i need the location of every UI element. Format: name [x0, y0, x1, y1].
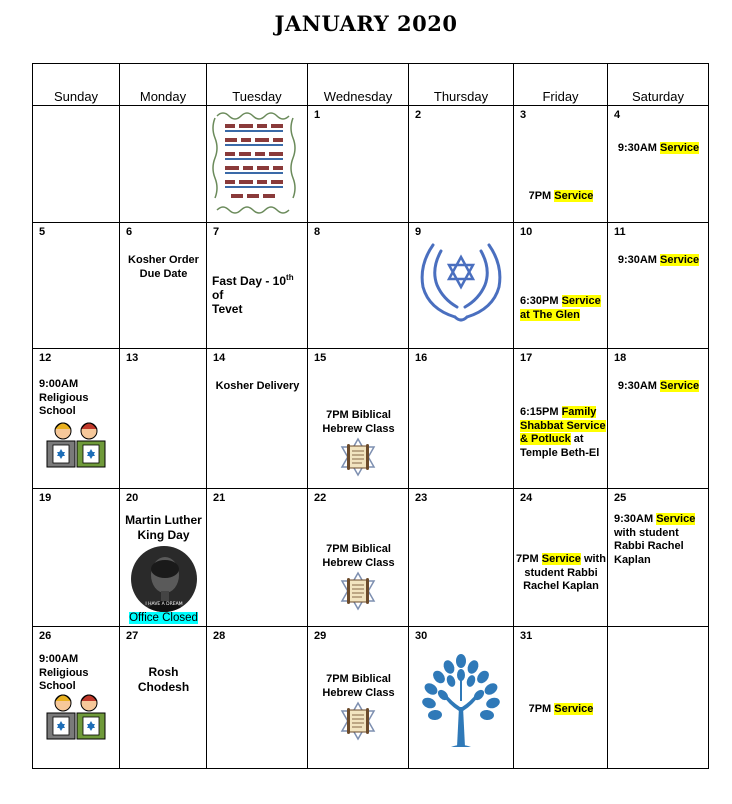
weekday-thursday: Thursday	[409, 64, 514, 106]
week-row	[33, 106, 709, 223]
day-number: 24	[520, 492, 533, 504]
event-religious-school	[39, 378, 119, 419]
event-line: Due Date	[139, 267, 188, 280]
event-time: 9:30AM	[617, 142, 661, 154]
day-number: 29	[314, 630, 327, 642]
day-cell-empty	[608, 627, 709, 769]
event-mlk-day	[120, 513, 207, 543]
event-line: Religious	[39, 666, 89, 679]
weekday-monday: Monday	[120, 64, 207, 106]
office-closed-label: Office Closed	[129, 612, 198, 624]
event-service	[514, 190, 608, 204]
week-row	[33, 349, 709, 489]
day-cell-empty	[207, 106, 308, 223]
day-cell	[308, 627, 409, 769]
service-highlight: Service	[554, 190, 594, 202]
mlk-portrait-icon	[129, 545, 199, 613]
day-cell	[514, 106, 608, 223]
event-line: Martin Luther	[125, 513, 202, 527]
day-number: 11	[614, 226, 626, 238]
event-line: 7PM Biblical	[326, 543, 391, 555]
day-number: 20	[126, 492, 139, 504]
torah-scroll-icon	[338, 571, 378, 611]
event-line: Rabbi Rachel	[614, 540, 684, 552]
event-line: 7PM Biblical	[326, 409, 391, 421]
event-kosher-delivery: Kosher Delivery	[215, 380, 300, 392]
event-time: 7PM	[516, 553, 542, 565]
event-line: 7PM Biblical	[326, 673, 391, 685]
office-closed-badge	[120, 612, 207, 626]
children-reading-icon	[45, 691, 109, 741]
day-cell	[308, 489, 409, 627]
event-service	[608, 380, 709, 394]
tree-of-life-icon	[415, 651, 507, 749]
event-time: 9:30AM	[617, 254, 661, 266]
event-line: with	[580, 553, 606, 565]
event-line: King Day	[137, 528, 190, 542]
event-line: Religious	[39, 391, 89, 404]
day-number: 3	[520, 109, 527, 121]
event-line: Fast Day - 10	[212, 274, 287, 288]
day-cell	[608, 223, 709, 349]
event-line: Hebrew Class	[322, 686, 395, 699]
weekday-friday: Friday	[514, 64, 608, 106]
event-fast-day	[212, 271, 308, 316]
event-line: Kosher Order	[128, 254, 199, 266]
star-of-david-hands-icon	[413, 235, 509, 327]
mlk-portrait-text: I HAVE A DREAM	[145, 602, 183, 607]
day-number: 4	[614, 109, 621, 121]
day-cell	[308, 349, 409, 489]
day-number: 10	[520, 226, 533, 238]
week-row	[33, 627, 709, 769]
day-number: 27	[126, 630, 139, 642]
event-hebrew-class	[308, 673, 409, 700]
day-cell-empty	[33, 106, 120, 223]
day-number: 16	[415, 352, 428, 364]
day-cell	[33, 627, 120, 769]
day-cell	[207, 489, 308, 627]
event-highlight: Family	[561, 406, 597, 418]
event-service-glen	[520, 295, 608, 322]
day-cell	[33, 489, 120, 627]
event-line: Hebrew Class	[322, 556, 395, 569]
day-cell	[120, 627, 207, 769]
day-cell	[308, 223, 409, 349]
weekday-tuesday: Tuesday	[207, 64, 308, 106]
service-highlight: Service	[554, 703, 594, 715]
event-highlight: & Potluck	[520, 433, 571, 445]
day-cell	[207, 223, 308, 349]
event-location: at The Glen	[520, 308, 580, 321]
service-highlight: Service	[660, 380, 700, 392]
day-cell	[308, 106, 409, 223]
service-highlight: Service	[660, 254, 700, 266]
day-number: 18	[614, 352, 627, 364]
day-number: 14	[213, 352, 226, 364]
event-line: 9:00AM	[39, 378, 79, 390]
day-cell	[514, 627, 608, 769]
calendar-grid	[32, 63, 709, 769]
event-line: of	[212, 288, 224, 302]
day-cell	[120, 349, 207, 489]
day-number: 6	[126, 226, 133, 238]
service-highlight: Service	[656, 513, 696, 525]
day-cell	[120, 489, 207, 627]
day-cell	[33, 223, 120, 349]
day-number: 19	[39, 492, 52, 504]
day-cell	[514, 223, 608, 349]
event-highlight: Shabbat Service	[520, 419, 606, 432]
week-row	[33, 223, 709, 349]
calendar-title: JANUARY 2020	[274, 11, 458, 36]
weekday-wednesday: Wednesday	[308, 64, 409, 106]
torah-scroll-icon	[338, 701, 378, 741]
hebrew-scroll-icon	[211, 108, 297, 218]
day-cell	[608, 106, 709, 223]
day-number: 25	[614, 492, 627, 504]
event-line: 9:00AM	[39, 653, 79, 665]
event-line: Rosh	[148, 665, 179, 679]
service-highlight: Service	[541, 553, 581, 565]
event-line: at	[570, 433, 584, 445]
event-line: student Rabbi	[524, 566, 598, 579]
day-cell	[514, 489, 608, 627]
event-line: School	[39, 680, 76, 692]
event-time: 7PM	[528, 703, 555, 715]
day-number: 21	[213, 492, 226, 504]
torah-scroll-icon	[338, 437, 378, 477]
event-time: 6:30PM	[520, 295, 562, 307]
day-number: 5	[39, 226, 46, 238]
event-rosh-chodesh	[120, 665, 207, 695]
event-service	[514, 703, 608, 717]
event-service	[608, 254, 709, 268]
day-number: 8	[314, 226, 321, 238]
day-cell	[409, 349, 514, 489]
event-location: Temple Beth-El	[520, 446, 600, 459]
day-cell	[409, 489, 514, 627]
event-time: 9:30AM	[617, 380, 661, 392]
day-cell	[608, 349, 709, 489]
service-highlight: Service	[660, 142, 700, 154]
day-cell	[120, 223, 207, 349]
weekday-header-row	[33, 64, 709, 106]
day-cell	[207, 627, 308, 769]
event-family-shabbat	[520, 406, 608, 460]
day-cell	[409, 106, 514, 223]
day-number: 22	[314, 492, 327, 504]
event-line: Tevet	[212, 302, 243, 316]
day-cell	[409, 223, 514, 349]
week-row	[33, 489, 709, 627]
event-time: 9:30AM	[614, 513, 657, 525]
event-religious-school	[39, 653, 119, 694]
event-service-student-rabbi	[514, 553, 608, 594]
day-cell-empty	[120, 106, 207, 223]
event-service-student-rabbi	[614, 513, 708, 567]
day-number: 2	[415, 109, 422, 121]
day-number: 26	[39, 630, 52, 642]
event-hebrew-class	[308, 409, 409, 436]
event-line: with student	[614, 526, 679, 539]
day-number: 13	[126, 352, 139, 364]
day-number: 28	[213, 630, 226, 642]
event-line: Kaplan	[614, 553, 651, 566]
day-cell	[207, 349, 308, 489]
event-line: Hebrew Class	[322, 422, 395, 435]
weekday-saturday: Saturday	[608, 64, 709, 106]
day-number: 15	[314, 352, 327, 364]
day-number: 12	[39, 352, 52, 364]
day-number: 9	[415, 226, 422, 238]
event-line: School	[39, 405, 76, 417]
event-hebrew-class	[308, 543, 409, 570]
superscript: th	[286, 273, 294, 282]
day-number: 17	[520, 352, 533, 364]
day-cell	[514, 349, 608, 489]
event-service	[608, 142, 709, 156]
weekday-sunday: Sunday	[33, 64, 120, 106]
event-kosher-order	[120, 254, 207, 281]
day-number: 31	[520, 630, 533, 642]
day-number: 23	[415, 492, 428, 504]
day-cell	[409, 627, 514, 769]
event-time: 7PM	[528, 190, 555, 202]
event-line: Chodesh	[137, 680, 190, 694]
service-highlight: Service	[561, 295, 601, 307]
day-cell	[608, 489, 709, 627]
event-line: Rachel Kaplan	[523, 580, 599, 592]
event-time: 6:15PM	[520, 406, 562, 418]
day-number: 7	[213, 226, 220, 238]
day-number: 1	[314, 109, 321, 121]
day-number: 30	[415, 630, 428, 642]
day-cell	[33, 349, 120, 489]
children-reading-icon	[45, 419, 109, 469]
